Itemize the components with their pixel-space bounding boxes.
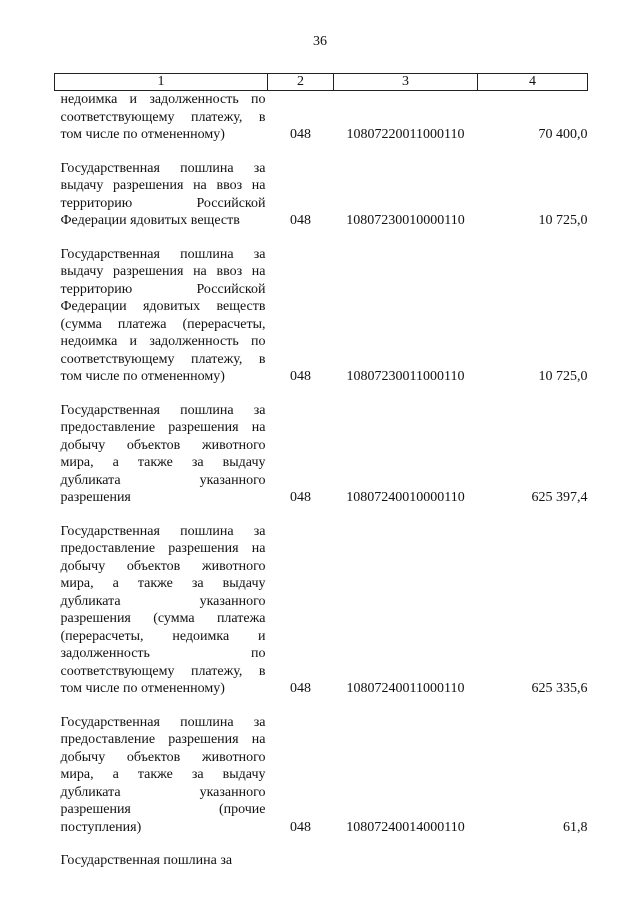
description-line: дубликата указанного [60, 472, 266, 488]
budget-classification-code: 10807240010000110 [346, 490, 465, 505]
description-line: предоставление разрешения на [60, 541, 266, 556]
budget-classification-code: 10807230010000110 [346, 213, 465, 228]
admin-code: 048 [290, 213, 311, 228]
description-line: дубликата указанного [60, 593, 266, 609]
description-line: соответствующему платежу, в [60, 351, 266, 367]
table-row [55, 852, 588, 870]
description-line: разрешения (сумма платежа [60, 611, 266, 626]
budget-classification-code: 10807220011000110 [346, 127, 465, 142]
revenue-description [55, 91, 268, 144]
description-line: соответствующему платежу, в [60, 109, 266, 125]
table-row [55, 246, 588, 386]
description-line: Государственная пошлина за [60, 853, 233, 868]
column-header-2: 2 [268, 74, 334, 91]
revenue-table [54, 73, 588, 870]
amount: 625 397,4 [531, 490, 588, 505]
revenue-description [55, 523, 268, 698]
description-line: недоимка и задолженность по [60, 92, 266, 107]
table-row [55, 402, 588, 507]
page-number: 36 [313, 34, 327, 49]
amount: 70 400,0 [538, 127, 588, 142]
admin-code: 048 [290, 681, 311, 696]
amount: 10 725,0 [538, 213, 588, 228]
description-line: (сумма платежа (перерасчеты, [60, 316, 266, 332]
amount: 10 725,0 [538, 369, 588, 384]
description-line: Федерации ядовитых веществ [60, 299, 266, 314]
description-line: добычу объектов животного [60, 437, 266, 453]
description-line: том числе по отмененному) [60, 681, 225, 696]
budget-classification-code: 10807230011000110 [346, 369, 465, 384]
description-line: территорию Российской [60, 281, 266, 297]
column-header-4: 4 [478, 74, 588, 91]
description-line: Государственная пошлина за [60, 246, 266, 262]
admin-code [268, 852, 334, 870]
description-line: предоставление разрешения на [60, 732, 266, 747]
revenue-description [55, 160, 268, 230]
revenue-description [55, 714, 268, 837]
description-line: мира, а также за выдачу [60, 455, 266, 470]
admin-code: 048 [290, 127, 311, 142]
admin-code: 048 [290, 819, 311, 835]
description-line: Государственная пошлина за [60, 714, 266, 730]
row-spacer [55, 698, 588, 714]
description-line: предоставление разрешения на [60, 420, 266, 435]
budget-classification-code: 10807240014000110 [346, 819, 465, 835]
budget-classification-code [334, 852, 478, 870]
description-line: Государственная пошлина за [60, 523, 266, 539]
description-line: соответствующему платежу, в [60, 663, 266, 679]
revenue-description [55, 402, 268, 507]
description-line: мира, а также за выдачу [60, 767, 266, 782]
revenue-description [55, 246, 268, 386]
description-line: разрешения (прочие [60, 802, 266, 817]
description-line: Государственная пошлина за [60, 402, 266, 418]
row-spacer [55, 386, 588, 402]
revenue-description [55, 852, 268, 870]
description-line: поступления) [60, 819, 142, 835]
description-line: (перерасчеты, недоимка и [60, 628, 266, 644]
column-header-1: 1 [55, 74, 268, 91]
description-line: добычу объектов животного [60, 558, 266, 574]
table-row [55, 91, 588, 144]
description-line: разрешения [60, 490, 131, 505]
row-spacer [55, 836, 588, 852]
description-line: выдачу разрешения на ввоз на [60, 264, 266, 279]
description-line: недоимка и задолженность по [60, 334, 266, 349]
amount: 61,8 [563, 819, 588, 835]
amount [478, 852, 588, 870]
description-line: том числе по отмененному) [60, 127, 225, 142]
admin-code: 048 [290, 490, 311, 505]
description-line: мира, а также за выдачу [60, 576, 266, 591]
admin-code: 048 [290, 369, 311, 384]
description-line: добычу объектов животного [60, 749, 266, 765]
description-line: том числе по отмененному) [60, 369, 225, 384]
column-header-3: 3 [334, 74, 478, 91]
row-spacer [55, 230, 588, 246]
amount: 625 335,6 [531, 681, 588, 696]
table-row [55, 523, 588, 698]
table-header-row [55, 74, 588, 91]
description-line: Государственная пошлина за [60, 160, 266, 176]
description-line: дубликата указанного [60, 784, 266, 800]
budget-classification-code: 10807240011000110 [346, 681, 465, 696]
description-line: задолженность по [60, 646, 266, 661]
row-spacer [55, 507, 588, 523]
table-row [55, 160, 588, 230]
table-row [55, 714, 588, 837]
description-line: Федерации ядовитых веществ [60, 213, 240, 228]
description-line: территорию Российской [60, 195, 266, 211]
row-spacer [55, 144, 588, 160]
description-line: выдачу разрешения на ввоз на [60, 178, 266, 193]
